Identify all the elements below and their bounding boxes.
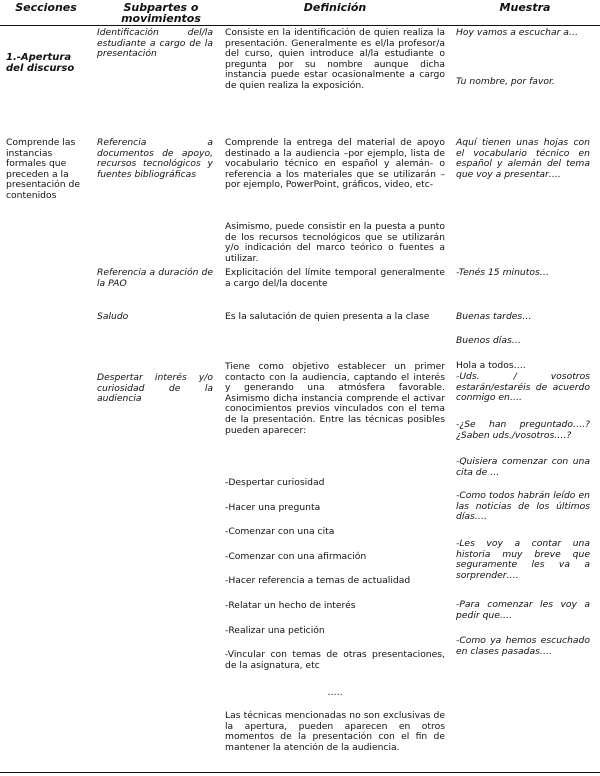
technique-pregunta: -Hacer una pregunta <box>225 502 321 513</box>
header-secciones: Secciones <box>15 1 77 14</box>
example-despertar-6: -Para comenzar les voy a pedir que…. <box>456 599 590 621</box>
technique-peticion: -Realizar una petición <box>225 625 325 636</box>
def-saludo: Es la salutación de quien presenta a la clase <box>225 311 430 322</box>
technique-vincular: -Vincular con temas de otras presentaciones, de la asignatura, etc <box>225 649 445 671</box>
def-despertar-intro: Tiene como objetivo establecer un primer contacto con la audiencia, captando el interés y generando una atmósfera favorable. Asimismo dicha instancia comprende el activar conocimientos previos vinculados con el tema de la presentación. Entre las técnicas posibles pueden aparecer: <box>225 361 445 436</box>
def-despertar-outro: Las técnicas mencionadas no son exclusivas de la apertura, pueden aparecen en otros momentos de la presentación con el fin de mantener la atención de la audiencia. <box>225 710 445 753</box>
example-despertar-4: -Como todos habrán leído en las noticias de los últimos días…. <box>456 490 590 523</box>
example-hola: Hola a todos…. <box>456 360 526 371</box>
technique-hecho: -Relatar un hecho de interés <box>225 600 356 611</box>
sub-duracion: Referencia a duración de la PAO <box>97 267 213 289</box>
example-despertar-7: -Como ya hemos escuchado en clases pasadas…. <box>456 635 590 657</box>
technique-ellipsis: ….. <box>327 687 343 698</box>
sub-identificacion: Identificación del/la estudiante a cargo de la presentación <box>97 27 213 60</box>
section-description: Comprende las instancias formales que preceden a la presentación de contenidos <box>6 137 81 201</box>
technique-curiosidad: -Despertar curiosidad <box>225 477 325 488</box>
example-saludo-2: Buenos días… <box>456 335 521 346</box>
example-despertar-5: -Les voy a contar una historia muy breve que seguramente les va a sorprender…. <box>456 538 590 581</box>
example-identificacion-1: Hoy vamos a escuchar a… <box>456 27 579 38</box>
sub-saludo: Saludo <box>97 311 129 322</box>
example-despertar-2: -¿Se han preguntado….? ¿Saben uds./vosotros….? <box>456 419 590 441</box>
technique-actualidad: -Hacer referencia a temas de actualidad <box>225 575 411 586</box>
example-saludo-1: Buenas tardes… <box>456 311 532 322</box>
def-duracion: Explicitación del límite temporal generalmente a cargo del/la docente <box>225 267 445 289</box>
example-identificacion-2: Tu nombre, por favor. <box>456 76 555 87</box>
header-rule <box>0 25 600 26</box>
header-definicion: Definición <box>303 1 367 14</box>
section-title: 1.-Apertura del discurso <box>6 52 75 75</box>
sub-referencia-documentos: Referencia a documentos de apoyo, recursos tecnológicos y fuentes bibliográficas <box>97 137 213 180</box>
header-subpartes: Subpartes o movimientos <box>121 1 201 25</box>
def-identificacion: Consiste en la identificación de quien realiza la presentación. Generalmente es el/la profesor/a del curso, quien introduce al/la estudiante o pregunta por su nombre aunque dicha instancia puede estar ocasionalmente a cargo de quien realiza la exposición. <box>225 27 445 91</box>
example-duracion: -Tenés 15 minutos… <box>456 267 549 278</box>
header-muestra: Muestra <box>499 1 551 14</box>
technique-cita: -Comenzar con una cita <box>225 526 335 537</box>
def-referencia-documentos-2: Asimismo, puede consistir en la puesta a punto de los recursos tecnológicos que se utilizarán y/o indicación del marco teórico o fuentes a utilizar. <box>225 221 445 264</box>
sub-despertar-interes: Despertar interés y/o curiosidad de la audiencia <box>97 372 213 405</box>
def-referencia-documentos-1: Comprende la entrega del material de apoyo destinado a la audiencia –por ejemplo, lista de vocabulario técnico en español y alemán- o referencia a los materiales que se utilizarán –por ejemplo, PowerPoint, gráficos, video, etc- <box>225 137 445 191</box>
example-despertar-3: -Quisiera comenzar con una cita de … <box>456 456 590 478</box>
technique-afirmacion: -Comenzar con una afirmación <box>225 551 367 562</box>
table-bottom-rule <box>0 772 600 773</box>
example-despertar-1: -Uds. / vosotros estarán/estaréis de acuerdo conmigo en…. <box>456 371 590 404</box>
example-referencia-documentos: Aquí tienen unas hojas con el vocabulario técnico en español y alemán del tema que voy a presentar…. <box>456 137 590 180</box>
